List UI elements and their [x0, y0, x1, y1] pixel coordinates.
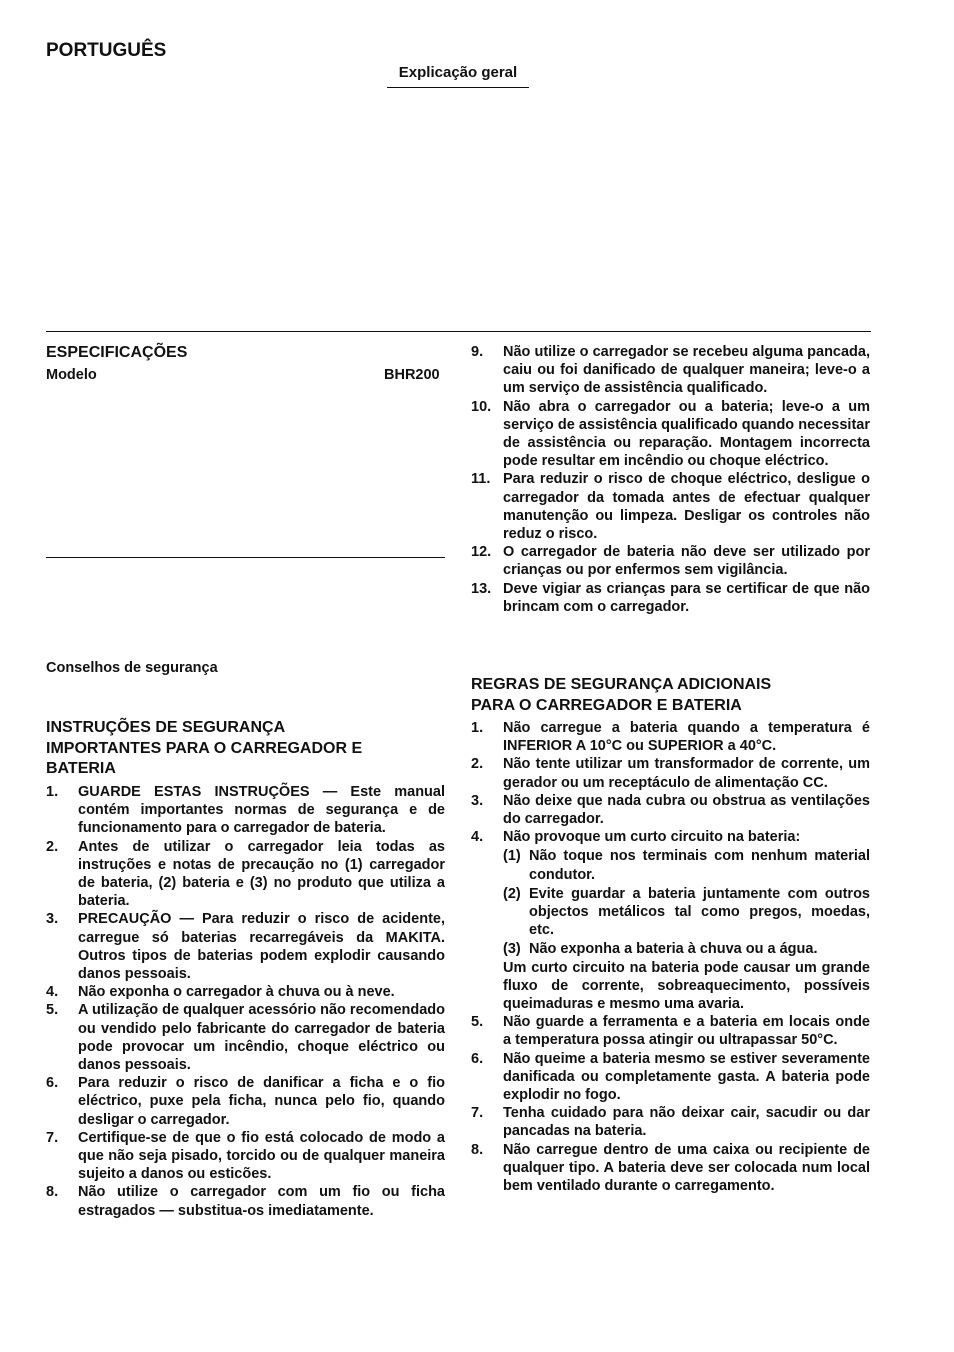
list-item	[471, 828, 870, 958]
item-number: 8.	[46, 1184, 59, 1201]
item-number: 12.	[471, 544, 492, 561]
item-number: 4.	[471, 829, 484, 846]
list-item	[471, 1104, 870, 1140]
item-text: Deve vigiar as crianças para se certificar de que não brincam com o carregador.	[503, 580, 870, 615]
specs-title: ESPECIFICAÇÕES	[46, 344, 188, 361]
sub-item-number: (3)	[503, 941, 521, 958]
charger-instructions-title-line: IMPORTANTES PARA O CARREGADOR E	[46, 739, 363, 757]
general-explanation-heading: Explicação geral	[387, 64, 529, 88]
list-item	[471, 580, 870, 616]
list-item	[471, 398, 870, 471]
item-text: Não abra o carregador ou a bateria; leve-o a um serviço de assistência qualificado quando necessitar de assistência ou reparação. Montagem incorrecta pode resultar em incêndio ou choque eléctrico.	[503, 398, 870, 470]
item-text: Não utilize o carregador com um fio ou ficha estragados — substitua-os imediatamente.	[78, 1184, 445, 1219]
item-number: 11.	[471, 471, 491, 488]
sub-list-item	[503, 885, 870, 940]
list-item	[46, 783, 445, 838]
item-text: Não provoque um curto circuito na bateria:	[503, 829, 801, 846]
item-text: PRECAUÇÃO — Para reduzir o risco de acidente, carregue só baterias recarregáveis da MAKITA. Outros tipos de baterias podem explodir causando danos pessoais.	[78, 911, 445, 983]
list-item	[46, 1001, 445, 1074]
item-number: 5.	[46, 1002, 59, 1019]
list-item	[46, 910, 445, 983]
item-text: O carregador de bateria não deve ser utilizado por crianças ou por enfermos sem vigilância.	[503, 544, 870, 579]
sub-item-text: Evite guardar a bateria juntamente com outros objectos metálicos tal como pregos, moedas, etc.	[529, 885, 870, 939]
specs-divider	[46, 557, 445, 558]
model-label: Modelo	[46, 367, 97, 383]
list-item	[46, 838, 445, 911]
item-text: Não guarde a ferramenta e a bateria em locais onde a temperatura possa atingir ou ultrapassar 50°C.	[503, 1014, 870, 1049]
item-text: GUARDE ESTAS INSTRUÇÕES — Este manual contém importantes normas de segurança e de funcionamento para o carregador de bateria.	[78, 784, 445, 837]
list-item	[471, 755, 870, 791]
item-text: A utilização de qualquer acessório não recomendado ou vendido pelo fabricante do carregador de bateria pode provocar um incêndio, choque eléctrico ou danos pessoais.	[78, 1002, 445, 1074]
item-number: 1.	[46, 784, 59, 800]
list-item	[471, 1050, 870, 1105]
item-text: Tenha cuidado para não deixar cair, sacudir ou dar pancadas na bateria.	[503, 1105, 870, 1140]
list-item	[471, 719, 870, 755]
sub-item-number: (1)	[503, 848, 521, 865]
additional-rules-title-line: PARA O CARREGADOR E BATERIA	[471, 696, 742, 714]
list-item	[471, 343, 870, 398]
item-number: 4.	[46, 984, 59, 1001]
list-item	[471, 1141, 870, 1196]
list-item	[471, 543, 870, 579]
sub-item-number: (2)	[503, 885, 521, 902]
sub-item-text: Não exponha a bateria à chuva ou a água.	[529, 941, 818, 958]
charger-instructions-list-left	[46, 783, 445, 1220]
additional-rules-list	[471, 719, 870, 1195]
item-text: Não carregue dentro de uma caixa ou recipiente de qualquer tipo. A bateria deve ser colocada num local bem ventilado durante o carregamento.	[503, 1141, 870, 1195]
item-number: 13.	[471, 580, 492, 597]
sub-list-item	[503, 847, 870, 883]
item-number: 9.	[471, 344, 484, 360]
list-item	[46, 1129, 445, 1184]
item-number: 6.	[46, 1075, 59, 1092]
charger-instructions-title	[46, 718, 445, 780]
list-item	[471, 470, 870, 543]
section-divider	[46, 331, 871, 332]
item-number: 7.	[471, 1105, 484, 1122]
item-text: Antes de utilizar o carregador leia todas as instruções e notas de precaução no (1) carregador de bateria, (2) bateria e (3) no produto que utiliza a bateria.	[78, 838, 445, 910]
item-text: Não queime a bateria mesmo se estiver severamente danificada ou completamente gasta. A bateria pode explodir no fogo.	[503, 1050, 870, 1104]
item-number: 3.	[46, 911, 59, 928]
item-text: Não utilize o carregador se recebeu alguma pancada, caiu ou foi danificado de qualquer maneira; leve-o a um serviço de assistência qualificado.	[503, 344, 870, 397]
item-text: Não deixe que nada cubra ou obstrua as ventilações do carregador.	[503, 792, 870, 828]
item-text: Não tente utilizar um transformador de corrente, um gerador ou um receptáculo de alimentação CC.	[503, 756, 870, 791]
item-number: 2.	[46, 838, 59, 855]
item-number: 6.	[471, 1050, 484, 1067]
safety-tips-heading: Conselhos de segurança	[46, 660, 218, 676]
sub-list-item	[503, 940, 870, 958]
short-circuit-note: Um curto circuito na bateria pode causar um grande fluxo de corrente, sobreaquecimento, possíveis queimaduras e mesmo uma avaria.	[503, 959, 870, 1013]
item-number: 10.	[471, 398, 492, 415]
item-number: 2.	[471, 756, 484, 773]
item-number: 1.	[471, 720, 484, 736]
item-text: Não exponha o carregador à chuva ou à neve.	[78, 984, 395, 1001]
additional-rules-title-line: REGRAS DE SEGURANÇA ADICIONAIS	[471, 676, 772, 693]
list-item	[46, 1183, 445, 1219]
charger-instructions-title-line: BATERIA	[46, 760, 116, 777]
sub-item-text: Não toque nos terminais com nenhum material condutor.	[529, 848, 870, 883]
language-heading: PORTUGUÊS	[46, 40, 167, 61]
list-item	[46, 983, 445, 1001]
item-text: Não carregue a bateria quando a temperatura é INFERIOR A 10°C ou SUPERIOR a 40°C.	[503, 720, 870, 755]
additional-rules-title	[471, 675, 870, 716]
item-number: 3.	[471, 792, 484, 809]
list-item	[471, 1013, 870, 1049]
list-item	[471, 792, 870, 828]
item-text: Certifique-se de que o fio está colocado de modo a que não seja pisado, torcido ou de qualquer maneira sujeito a danos ou esticões.	[78, 1129, 445, 1183]
list-item	[46, 1074, 445, 1129]
item-text: Para reduzir o risco de danificar a ficha e o fio eléctrico, puxe pela ficha, nunca pelo fio, quando desligar o carregador.	[78, 1075, 445, 1128]
item-number: 8.	[471, 1141, 484, 1158]
item-text: Para reduzir o risco de choque eléctrico, desligue o carregador da tomada antes de efectuar qualquer manutenção ou limpeza. Desligar os controles não reduz o risco.	[503, 471, 870, 543]
charger-instructions-title-line: INSTRUÇÕES DE SEGURANÇA	[46, 719, 286, 736]
item-number: 5.	[471, 1014, 484, 1031]
charger-instructions-list-right	[471, 343, 870, 616]
model-value: BHR200	[384, 367, 440, 383]
item-number: 7.	[46, 1129, 59, 1146]
